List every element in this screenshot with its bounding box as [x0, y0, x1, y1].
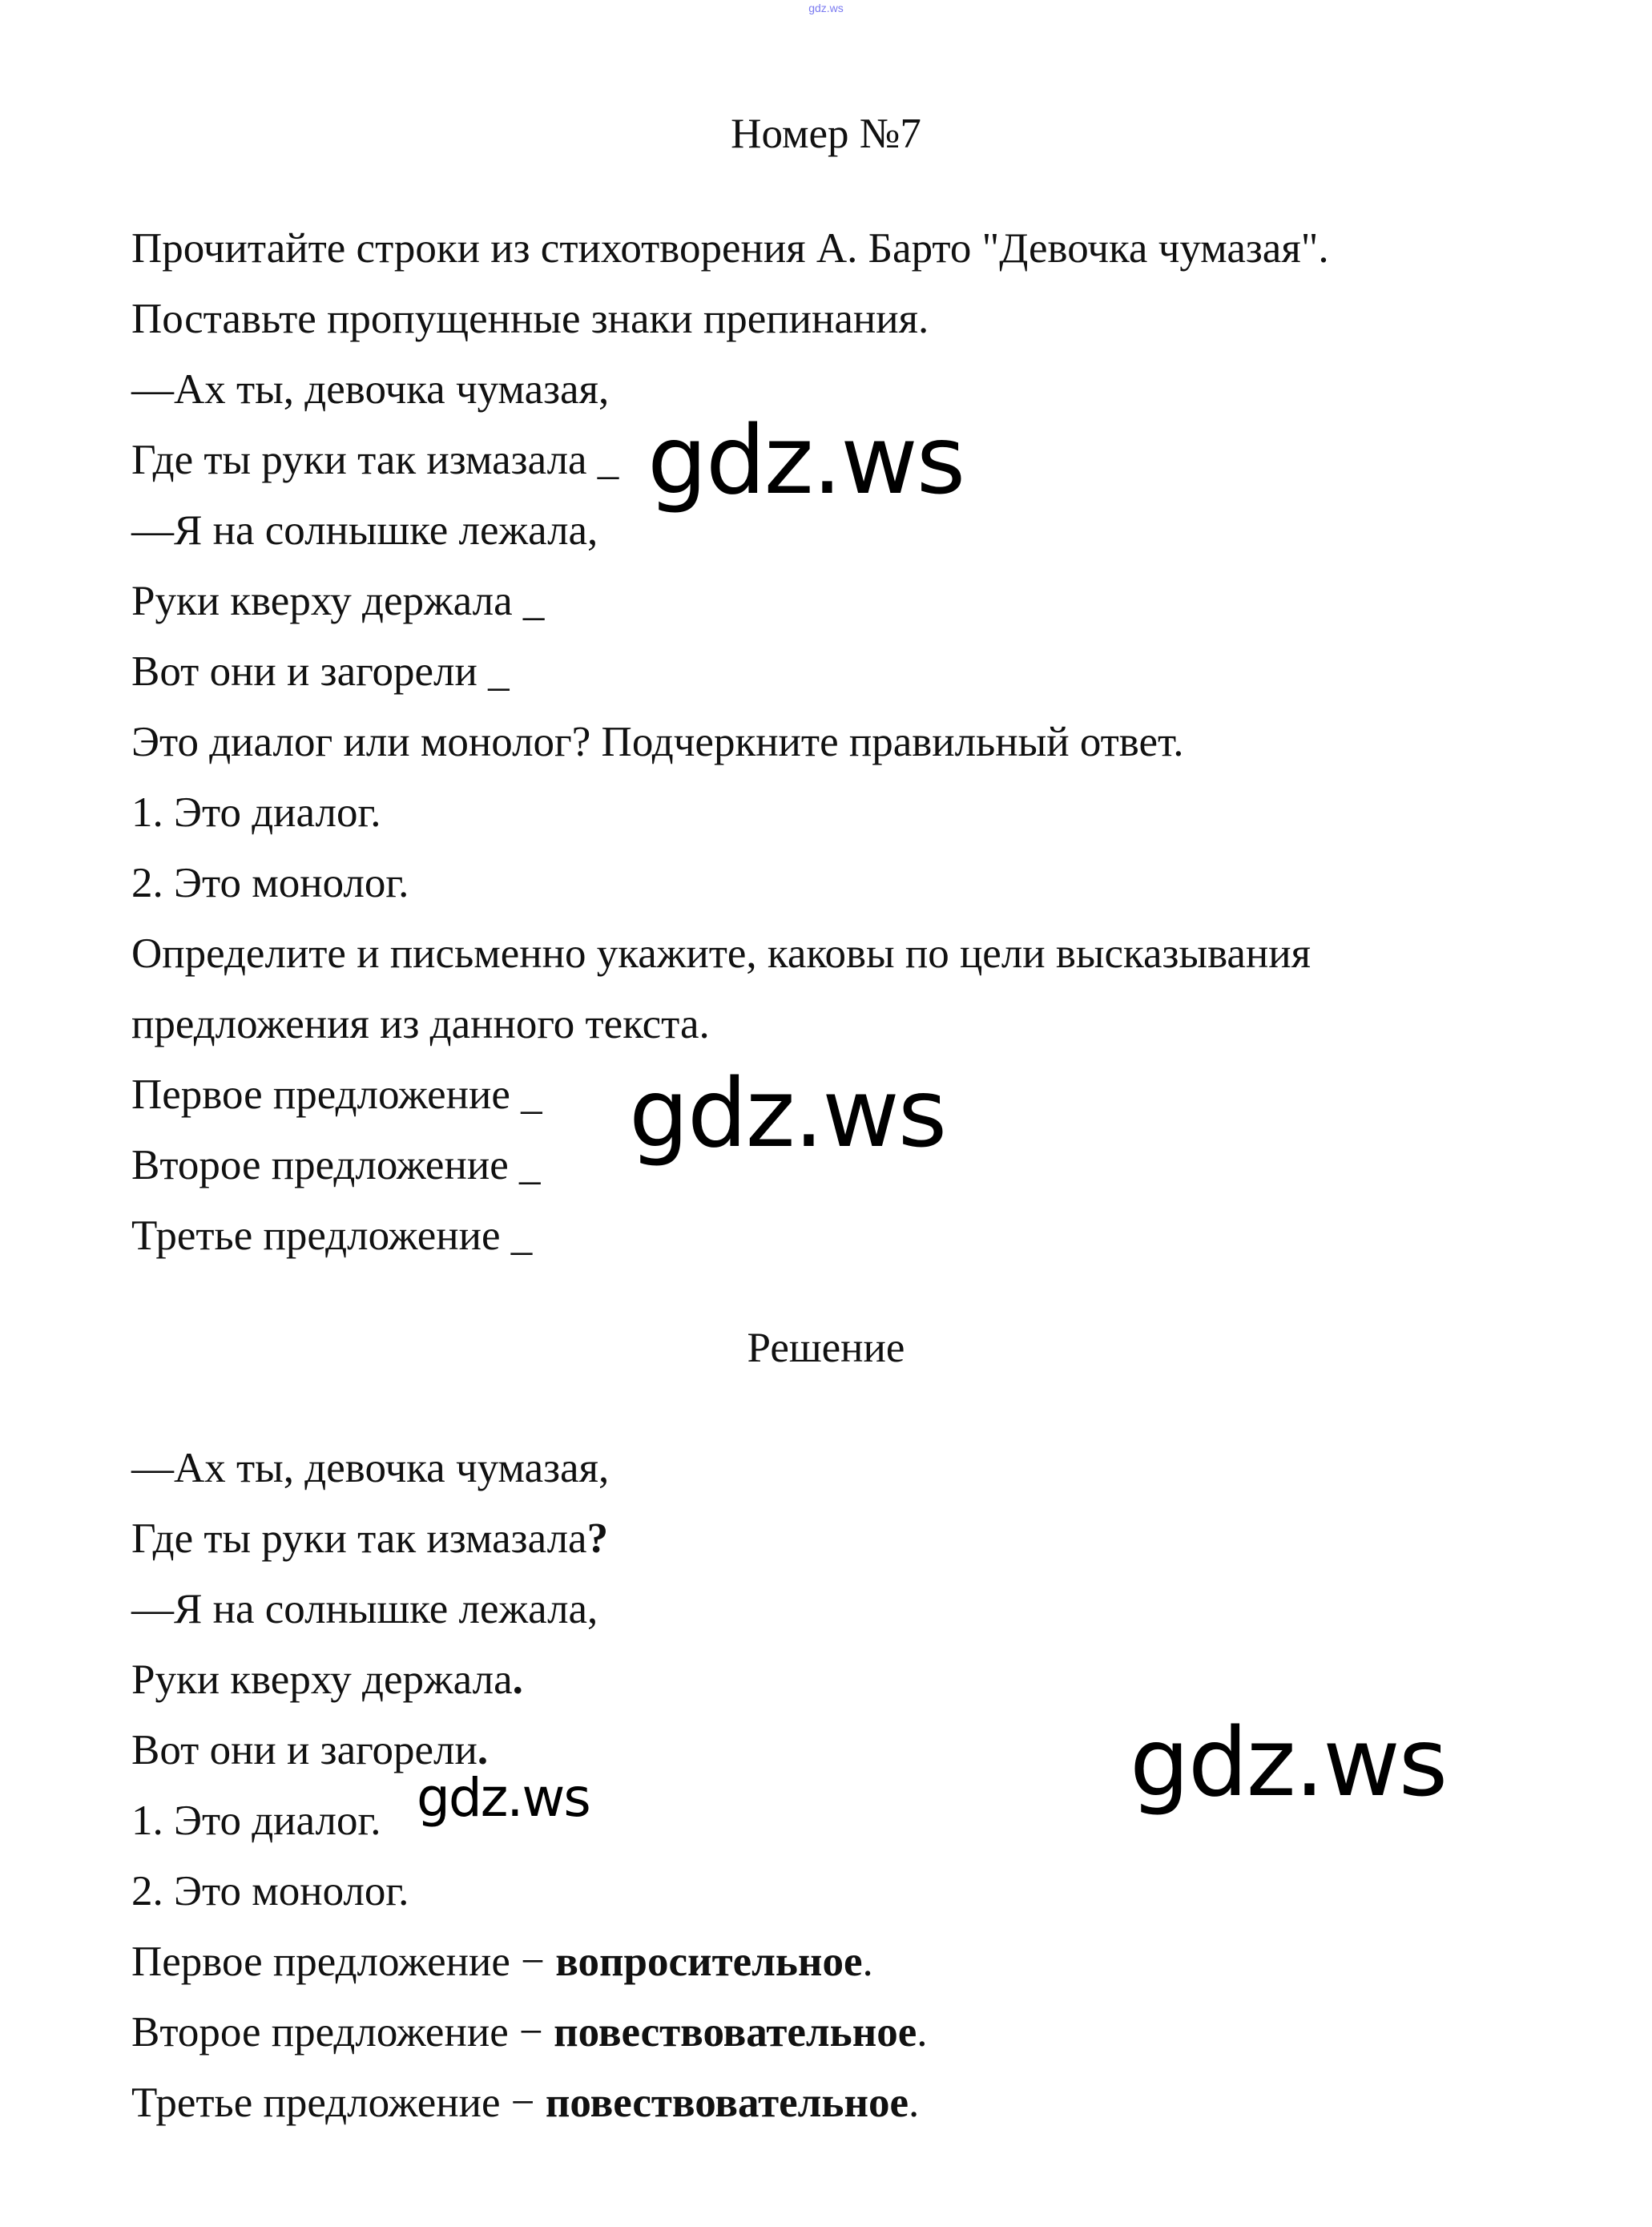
task-line: Вот они и загорели _: [131, 648, 510, 695]
solution-answer: [131, 1938, 873, 1986]
task-line: Третье предложение _: [131, 1212, 533, 1259]
task-line: Поставьте пропущенные знаки препинания.: [131, 296, 929, 342]
solution-poem-mark: .: [477, 1727, 489, 1773]
solution-poem-text: Руки кверху держала: [131, 1656, 513, 1703]
answer-end: .: [909, 2080, 920, 2126]
solution-line: [131, 1656, 523, 1704]
task-line: —Ах ты, девочка чумазая,: [131, 366, 610, 413]
solution-heading: Решение: [747, 1325, 905, 1371]
task-line: предложения из данного текста.: [131, 1001, 710, 1047]
solution-poem-text: Где ты руки так измазала: [131, 1515, 587, 1562]
watermark: gdz.ws: [647, 405, 965, 515]
site-mark: gdz.ws: [808, 2, 844, 14]
solution-answer: [131, 2079, 919, 2127]
task-line: Первое предложение _: [131, 1071, 542, 1118]
answer-value: повествовательное: [554, 2009, 917, 2056]
solution-option-monolog: 2. Это монолог.: [131, 1868, 409, 1914]
task-line: Определите и письменно укажите, каковы по цели высказывания: [131, 930, 1312, 977]
answer-label: Третье предложение −: [131, 2080, 546, 2126]
answer-label: Второе предложение −: [131, 2009, 554, 2056]
solution-poem-text: —Я на солнышке лежала,: [131, 1586, 598, 1632]
watermark: gdz.ws: [1130, 1707, 1447, 1818]
task-line: Где ты руки так измазала _: [131, 437, 619, 483]
task-line: —Я на солнышке лежала,: [131, 507, 598, 554]
task-line: Прочитайте строки из стихотворения А. Барто "Девочка чумазая".: [131, 225, 1329, 272]
solution-line: [131, 1585, 598, 1633]
task-line: Руки кверху держала _: [131, 578, 545, 624]
task-line: Это диалог или монолог? Подчеркните правильный ответ.: [131, 719, 1184, 765]
solution-line: [131, 1444, 609, 1492]
watermark: gdz.ws: [417, 1767, 590, 1829]
answer-end: .: [917, 2009, 928, 2056]
answer-end: .: [862, 1939, 873, 1985]
solution-poem-mark: .: [512, 1656, 523, 1703]
answer-label: Первое предложение −: [131, 1939, 556, 1985]
page-title: Номер №7: [731, 111, 921, 157]
solution-line: [131, 1515, 608, 1563]
answer-value: повествовательное: [545, 2080, 909, 2126]
solution-poem-mark: ?: [586, 1515, 609, 1562]
solution-answer: [131, 2008, 928, 2056]
watermark: gdz.ws: [629, 1058, 946, 1168]
solution-poem-text: —Ах ты, девочка чумазая,: [131, 1445, 610, 1491]
solution-option-dialog: 1. Это диалог.: [131, 1797, 381, 1844]
task-line: 2. Это монолог.: [131, 860, 409, 906]
task-line: 1. Это диалог.: [131, 789, 381, 836]
answer-value: вопросительное: [555, 1939, 863, 1985]
solution-poem-text: Вот они и загорели: [131, 1727, 477, 1773]
task-line: Второе предложение _: [131, 1142, 541, 1188]
